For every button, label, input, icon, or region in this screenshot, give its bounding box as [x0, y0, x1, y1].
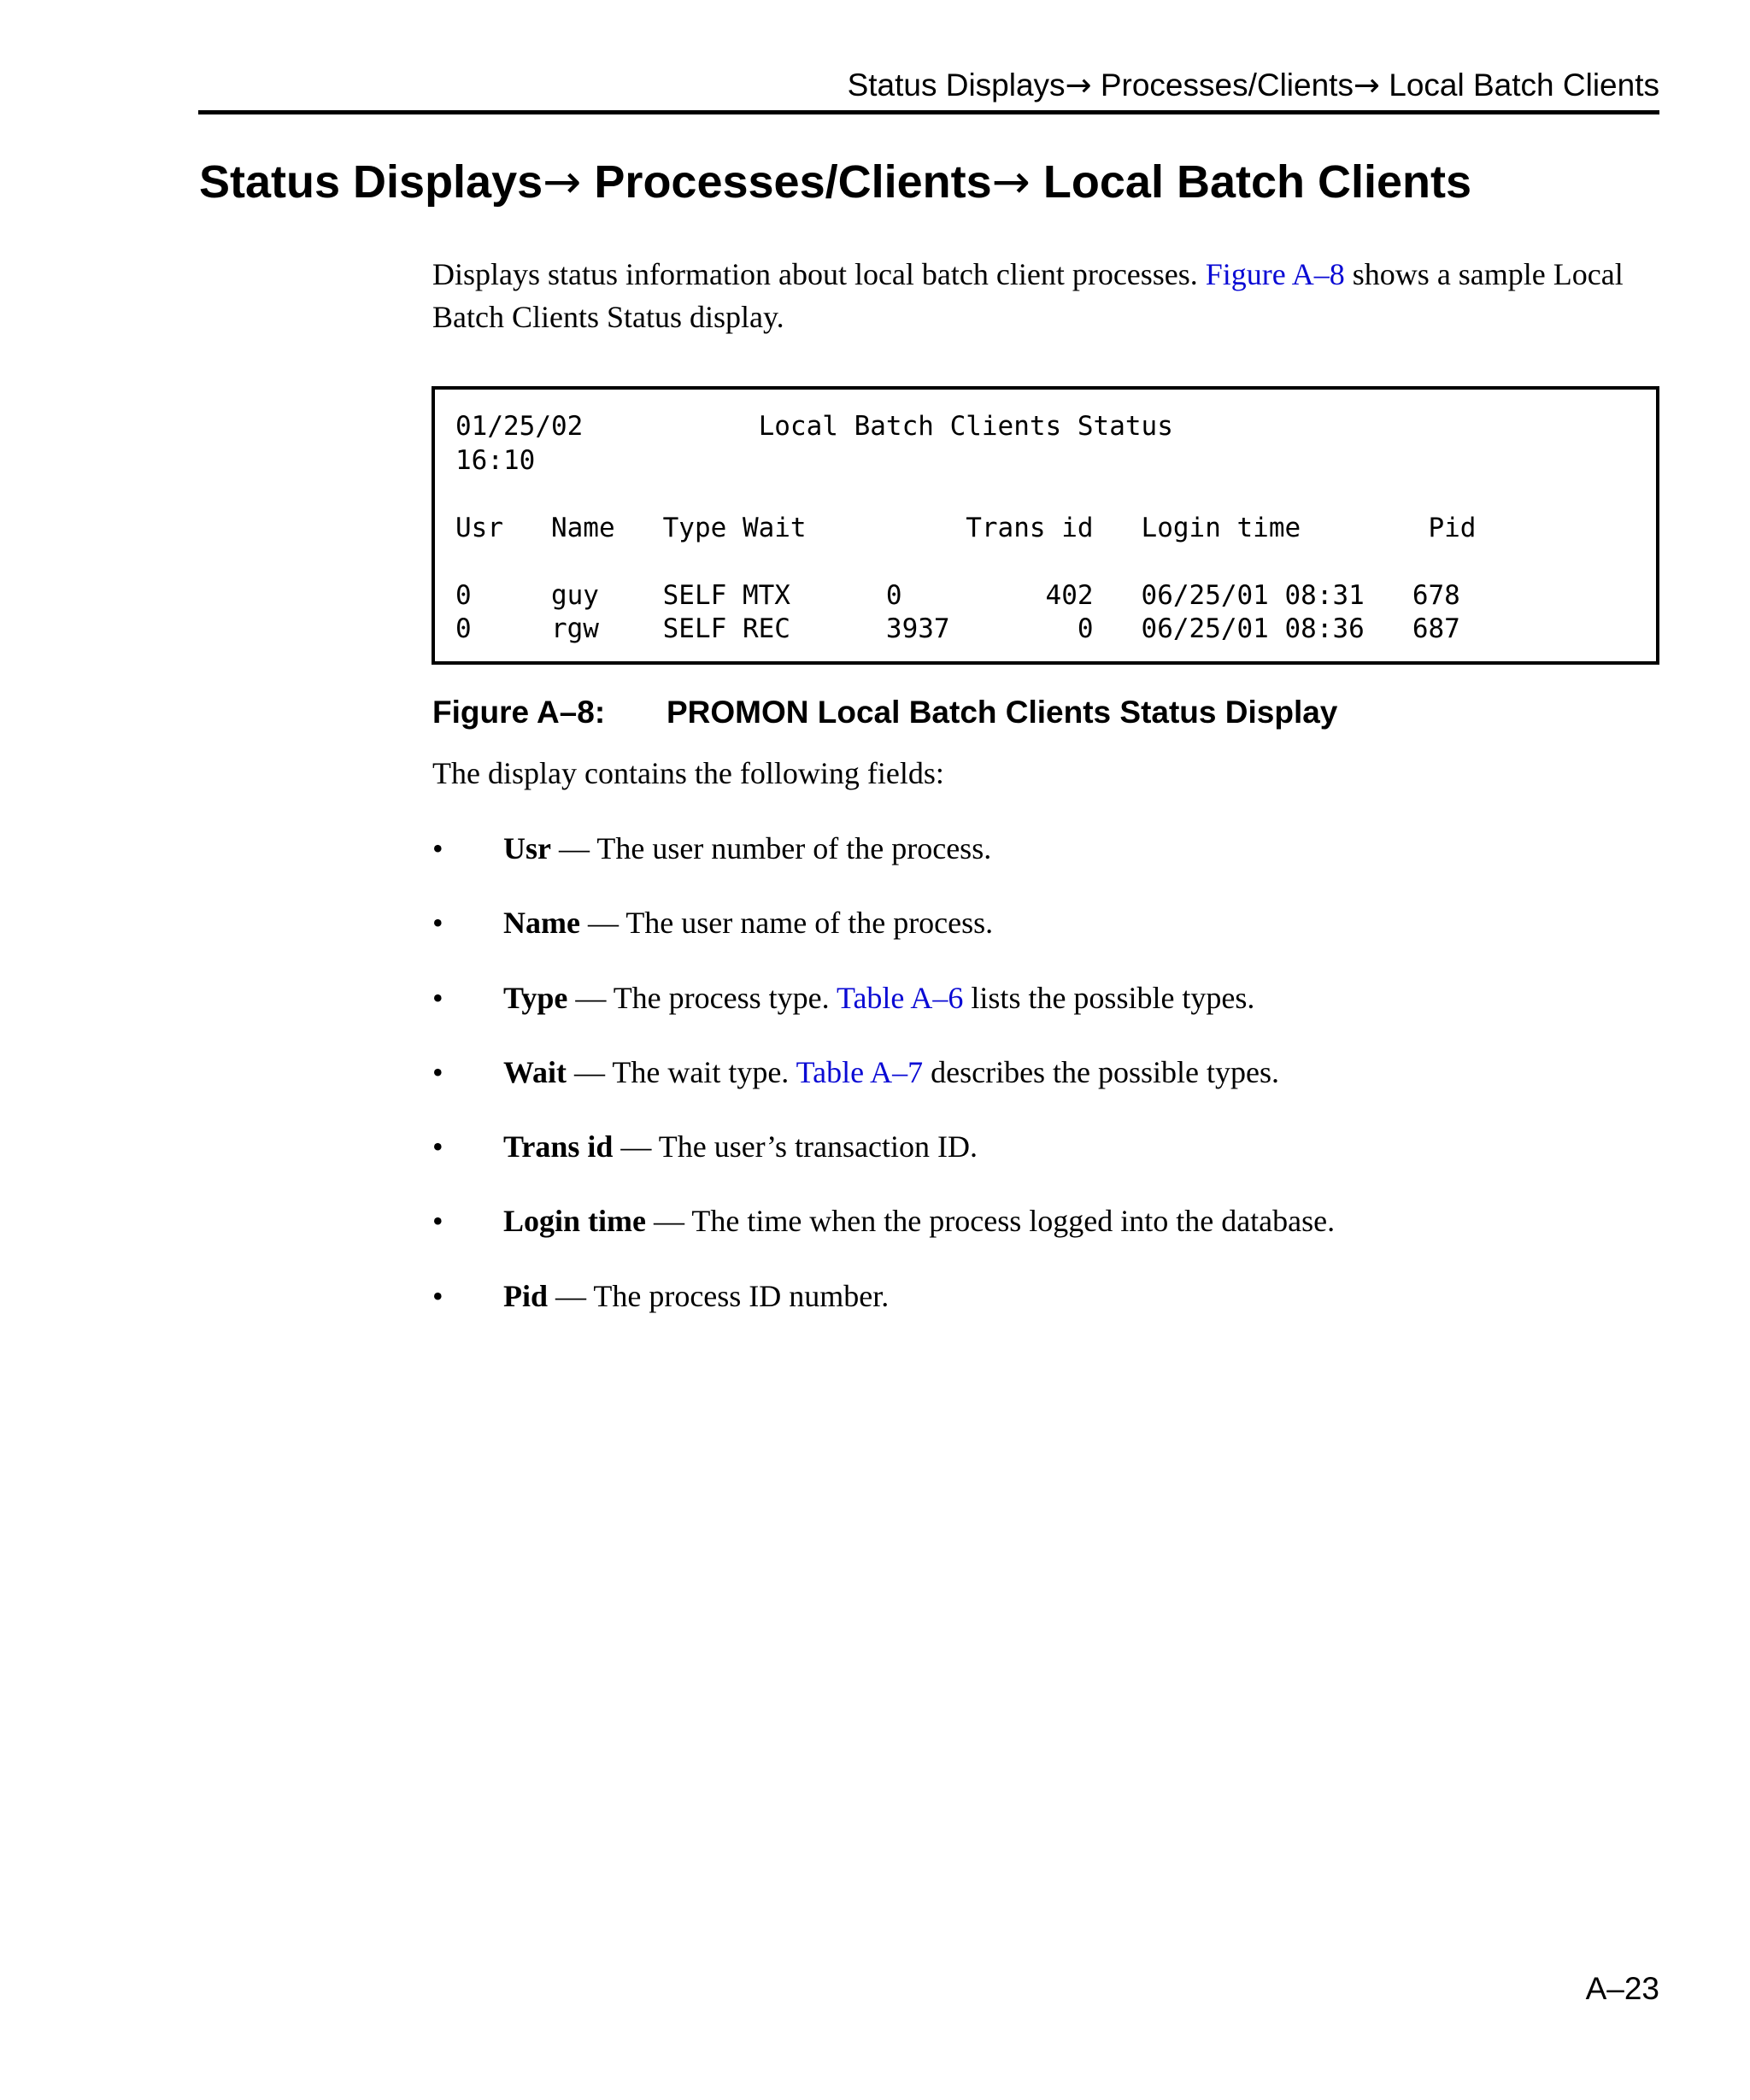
screen-line: Usr Name Type Wait Trans id Login time Pid: [455, 512, 1477, 543]
field-term: Trans id: [503, 1129, 614, 1164]
title-part-2: Processes/Clients: [581, 156, 992, 208]
field-term: Usr: [503, 831, 551, 865]
header-rule: [198, 110, 1659, 114]
running-header-part-3: Local Batch Clients: [1379, 67, 1659, 103]
bullet-icon: •: [432, 980, 443, 1015]
field-description: — The time when the process logged into the database.: [646, 1204, 1336, 1239]
bullet-icon: •: [432, 1278, 443, 1313]
field-description-after: describes the possible types.: [923, 1054, 1280, 1089]
bullet-icon: •: [432, 906, 443, 941]
running-header-arrow-2: →: [1353, 67, 1380, 103]
field-description: — The wait type.: [567, 1054, 796, 1089]
bullet-icon: •: [432, 1054, 443, 1089]
bullet-icon: •: [432, 1129, 443, 1164]
screen-line: 01/25/02 Local Batch Clients Status: [455, 411, 1173, 442]
field-description: — The user name of the process.: [579, 906, 994, 941]
bullet-icon: •: [432, 831, 443, 865]
list-item: [432, 901, 1335, 976]
list-item: [432, 1200, 1335, 1274]
list-item: [432, 1051, 1335, 1125]
running-header-part-1: Status Displays: [847, 67, 1066, 103]
title-arrow-1: →: [543, 155, 582, 208]
screen-line: 16:10: [455, 444, 536, 476]
screen-line: 0 guy SELF MTX 0 402 06/25/01 08:31 678: [455, 579, 1460, 611]
page-number: A–23: [1585, 1971, 1659, 2006]
list-item: [432, 977, 1335, 1051]
fields-intro: The display contains the following fields:: [432, 756, 944, 790]
running-header: [848, 67, 1659, 104]
field-list: [432, 827, 1335, 1349]
field-term: Name: [503, 906, 580, 941]
bullet-icon: •: [432, 1204, 443, 1239]
figure-a8-link[interactable]: Figure A–8: [1205, 257, 1345, 291]
intro-text-before: Displays status information about local batch client processes.: [432, 257, 1206, 291]
field-term: Wait: [503, 1054, 567, 1089]
title-part-3: Local Batch Clients: [1030, 156, 1472, 208]
intro-text-after: shows a sample Local Batch Clients Status display.: [432, 257, 1624, 334]
figure-number: Figure A–8:: [432, 695, 606, 730]
field-description: — The user’s transaction ID.: [613, 1129, 978, 1164]
table-a7-link[interactable]: Table A–7: [796, 1054, 924, 1089]
intro-paragraph: [432, 253, 1659, 338]
field-description: — The user number of the process.: [551, 831, 992, 865]
field-term: Pid: [503, 1278, 549, 1313]
screen-line: [455, 478, 1476, 512]
title-arrow-2: →: [991, 155, 1031, 208]
title-part-1: Status Displays: [199, 156, 543, 208]
screen-content: [455, 410, 1476, 647]
field-term: Type: [503, 980, 568, 1015]
screen-line: [455, 545, 1476, 579]
field-description: — The process ID number.: [548, 1278, 890, 1313]
list-item: [432, 1125, 1335, 1200]
table-a6-link[interactable]: Table A–6: [836, 980, 964, 1015]
running-header-arrow-1: →: [1065, 67, 1092, 103]
figure-title: PROMON Local Batch Clients Status Display: [667, 695, 1338, 730]
field-term: Login time: [503, 1204, 646, 1239]
running-header-part-2: Processes/Clients: [1091, 67, 1354, 103]
status-display-screen: [432, 386, 1659, 665]
list-item: [432, 827, 1335, 901]
screen-line: 0 rgw SELF REC 3937 0 06/25/01 08:36 687: [455, 613, 1460, 644]
figure-caption: [432, 694, 1337, 731]
field-description: — The process type.: [567, 980, 837, 1015]
list-item: [432, 1275, 1335, 1349]
field-description-after: lists the possible types.: [963, 980, 1255, 1015]
page-title: [199, 155, 1471, 208]
